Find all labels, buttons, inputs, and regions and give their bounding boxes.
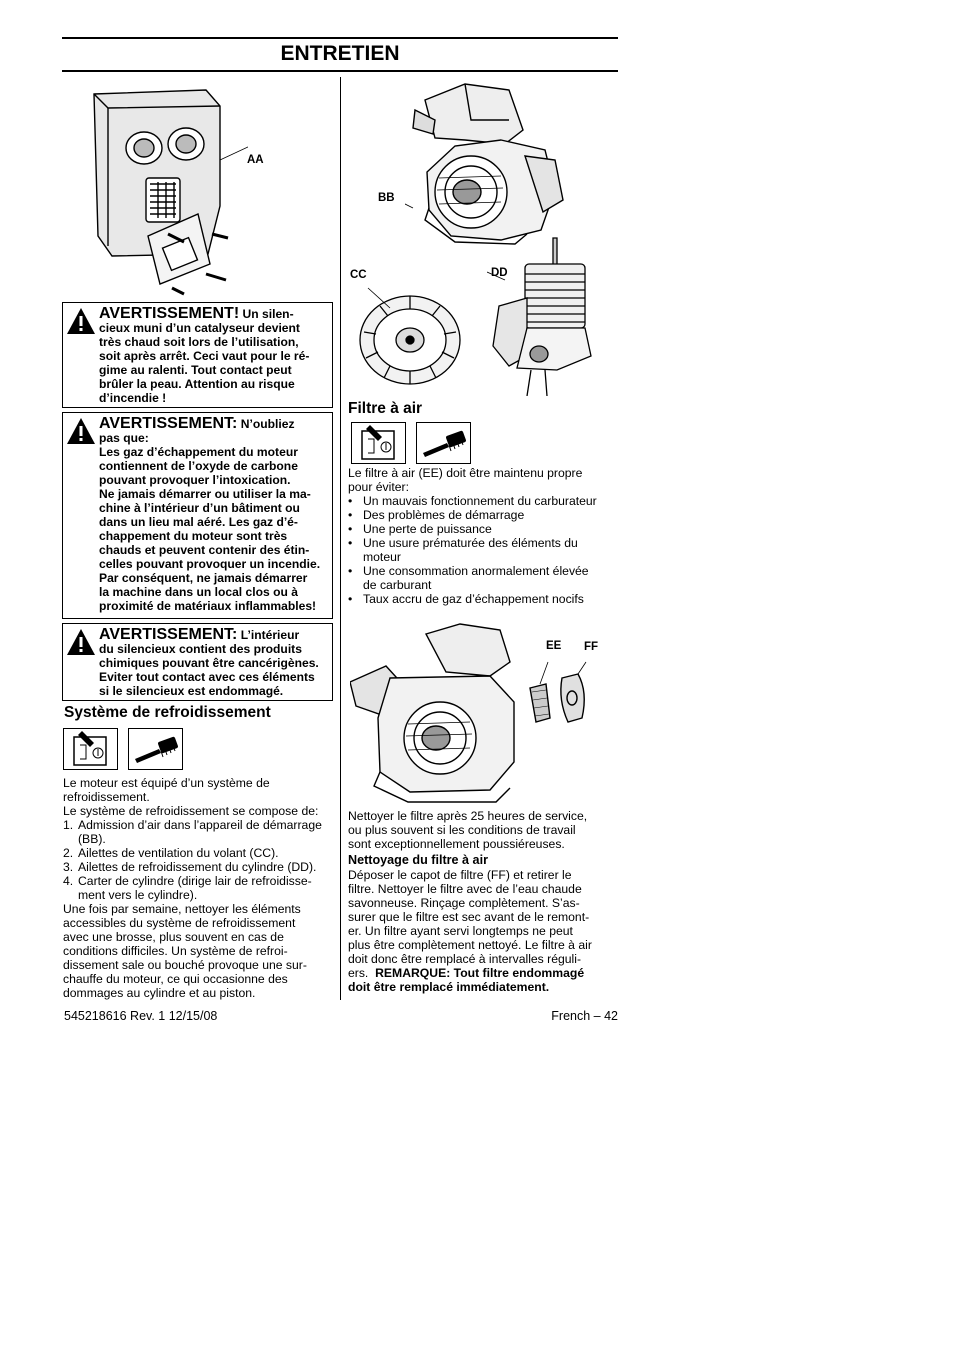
warning-heading: AVERTISSEMENT: xyxy=(99,415,238,432)
muffler-label: AA xyxy=(247,154,264,166)
list-item: • Des problèmes de démarrage xyxy=(348,508,525,522)
list-item: 4. Carter de cylindre (dirige lair de refroidisse- ment vers le cylindre). xyxy=(63,874,312,902)
remark-text: REMARQUE: Tout filtre endommagé xyxy=(375,966,585,980)
footer-page-number: French – 42 xyxy=(551,1009,618,1023)
warning-exhaust: AVERTISSEMENT: N’oubliez pas que: Les gaz d’échappement du moteur contiennent de l’oxyde de carbone pouvant provoquer l’intoxication. Ne jamais démarrer ou utiliser la ma- chine à l’intérieur d’un bâtiment ou dans un lieu mal aéré. Les gaz d’é- chappement du moteur sont très chauds et peuvent contenir des étin- celles pouvant provoquer un incendie. Par conséquent, ne jamais démarrer la machine dans un local clos ou à proximité de matériaux inflammables! xyxy=(62,412,333,619)
warning-catalyst: AVERTISSEMENT! Un silen- cieux muni d’un catalyseur devient très chaud soit lors de l’utilisation, soit après arrêt. Ceci vaut pour le ré- gime au ralenti. Tout contact peut brûler la peau. Attention au risque d’incendie ! xyxy=(62,302,333,408)
filter-label-ee: EE xyxy=(546,640,562,652)
engine-label: BB xyxy=(378,192,395,204)
brush-icon xyxy=(128,728,183,770)
manual-book-icon xyxy=(63,728,118,770)
list-item: • Taux accru de gaz d’échappement nocifs xyxy=(348,592,584,606)
header-top-rule xyxy=(62,37,618,39)
header-bottom-rule xyxy=(62,70,618,72)
cooling-body: Le moteur est équipé d’un système de refroidissement. Le système de refroidissement se compose de: 1. Admission d’air dans l’appareil de démarrage (BB). 2. Ailettes de ventilation du volant (CC). 3. Ailettes de refroidissement du cylindre (DD). 4. Carter de cylindre (dirige lair de refroidisse- ment vers le cylindre). Une fois par semaine, nettoyer les éléments accessibles du système de refroidissement avec une brosse, plus souvent en cas de conditions difficiles. Un système de refroi- dissement sale ou bouché provoque une sur- chauffe du moteur, ce qui occasionne des dommages au cylindre et au piston. xyxy=(63,776,338,1000)
list-item: • Une consommation anormalement élevée de carburant xyxy=(348,564,589,592)
cooling-heading: Système de refroidissement xyxy=(64,704,271,721)
list-item: • Une usure prématurée des éléments du moteur xyxy=(348,536,578,564)
list-item: 2. Ailettes de ventilation du volant (CC). xyxy=(63,846,279,860)
cylinder-illustration xyxy=(487,236,597,396)
cleaning-heading: Nettoyage du filtre à air xyxy=(348,853,488,867)
muffler-illustration xyxy=(88,86,248,298)
air-filter-heading: Filtre à air xyxy=(348,400,423,417)
warning-triangle-icon xyxy=(66,417,96,445)
list-item: 3. Ailettes de refroidissement du cylindre (DD). xyxy=(63,860,317,874)
flywheel-label: CC xyxy=(350,269,367,281)
footer-doc-id: 545218616 Rev. 1 12/15/08 xyxy=(64,1009,218,1023)
warning-triangle-icon xyxy=(66,628,96,656)
list-item: • Un mauvais fonctionnement du carburateur xyxy=(348,494,597,508)
list-item: 1. Admission d’air dans l’appareil de démarrage (BB). xyxy=(63,818,322,846)
warning-heading: AVERTISSEMENT! xyxy=(99,305,240,322)
cylinder-label: DD xyxy=(491,267,508,279)
brush-icon xyxy=(416,422,471,464)
filter-label-ff: FF xyxy=(584,641,599,653)
cleaning-body: Déposer le capot de filtre (FF) et retirer le filtre. Nettoyer le filtre avec de l’eau chaude savonneuse. Rinçage complètement. S’as- surer que le filtre est sec avant de le remont- er. Un filtre ayant servi longtemps ne peut plus être complètement nettoyé. Le filtre à air doit donc être remplacé à intervalles réguli- ers. REMARQUE: Tout filtre endommagé doit être remplacé immédiatement. xyxy=(348,868,592,994)
list-item: • Une perte de puissance xyxy=(348,522,492,536)
column-divider xyxy=(340,77,341,1000)
engine-illustration xyxy=(405,80,575,250)
flywheel-illustration xyxy=(344,282,466,392)
manual-book-icon xyxy=(351,422,406,464)
warning-triangle-icon xyxy=(66,307,96,335)
air-filter-body: Le filtre à air (EE) doit être maintenu propre pour éviter: • Un mauvais fonctionnement du carburateur • Des problèmes de démarrage • Une perte de puissance • Une usure prématurée des éléments du moteur • Une consommation anormalement élevée de carburant • Taux accru de gaz d’échappement nocifs xyxy=(348,466,618,606)
warning-heading: AVERTISSEMENT: xyxy=(99,626,238,643)
warning-carcinogen: AVERTISSEMENT: L’intérieur du silencieux contient des produits chimiques pouvant être cancérigènes. Eviter tout contact avec ces éléments si le silencieux est endommagé. xyxy=(62,623,333,701)
page-title: ENTRETIEN xyxy=(280,42,400,65)
air-filter-service: Nettoyer le filtre après 25 heures de service, ou plus souvent si les conditions de travail sont exceptionnellement poussiéreuses. xyxy=(348,809,588,851)
